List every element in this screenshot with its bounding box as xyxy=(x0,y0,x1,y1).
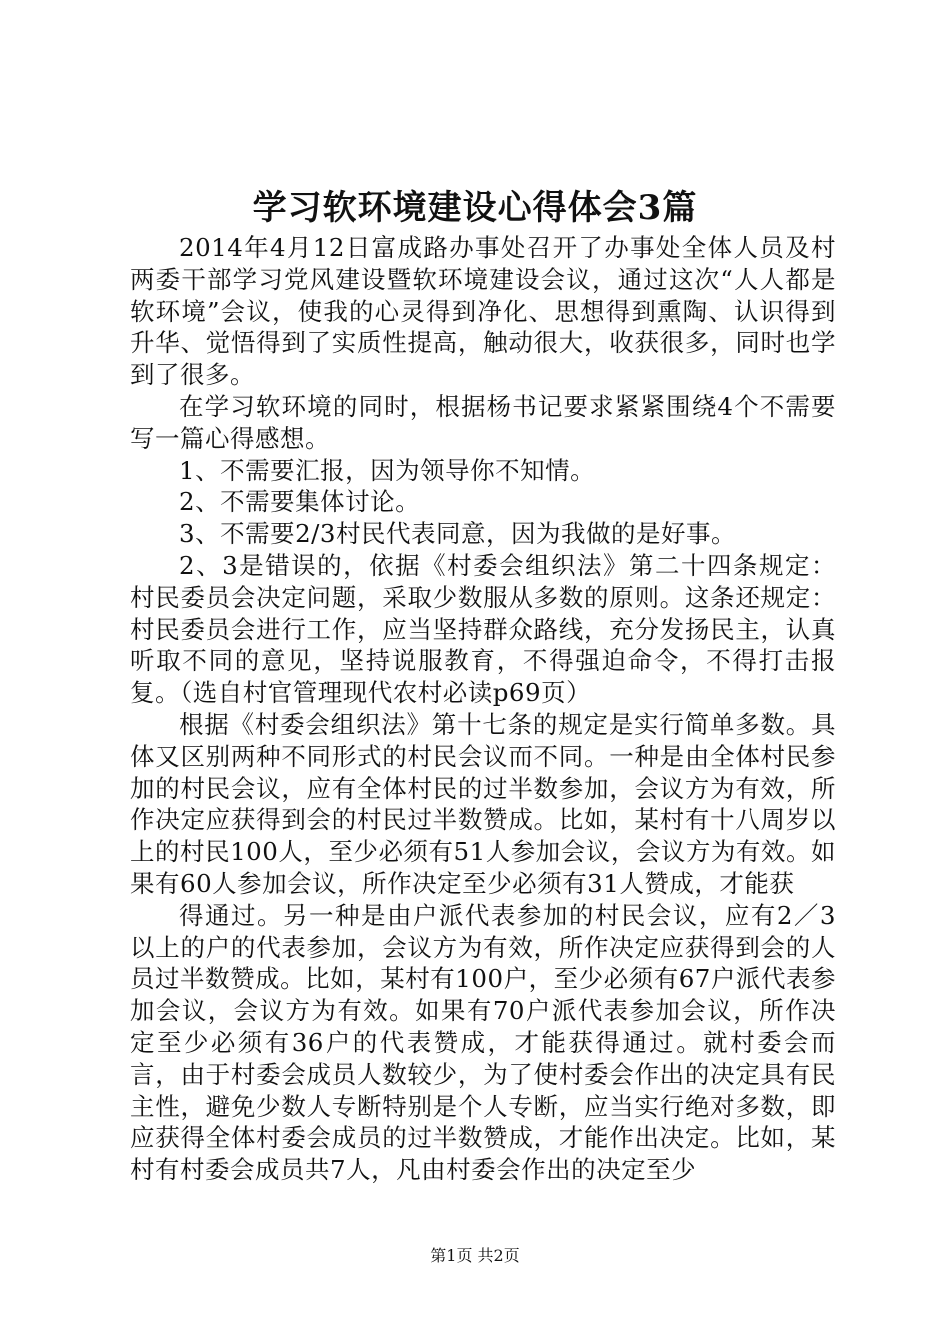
document-body xyxy=(130,232,836,1186)
paragraph-2: 在学习软环境的同时，根据杨书记要求紧紧围绕4个不需要写一篇心得感想。 xyxy=(130,391,836,453)
paragraph-3: 2、3是错误的，依据《村委会组织法》第二十四条规定：村民委员会决定问题，采取少数服从多数的原则。这条还规定：村民委员会进行工作，应当坚持群众路线，充分发扬民主，认真听取不同的意见，坚持说服教育，不得强迫命令，不得打击报复。（选自村官管理现代农村必读p69页） xyxy=(130,550,836,708)
paragraph-4: 根据《村委会组织法》第十七条的规定是实行简单多数。具体又区别两种不同形式的村民会议而不同。一种是由全体村民参加的村民会议，应有全体村民的过半数参加，会议方为有效，所作决定应获得到会的村民过半数赞成。比如，某村有十八周岁以上的村民100人，至少必须有51人参加会议，会议方为有效。如果有60人参加会议，所作决定至少必须有31人赞成，才能获 xyxy=(130,709,836,898)
paragraph-5: 得通过。另一种是由户派代表参加的村民会议，应有2／3以上的户的代表参加，会议方为有效，所作决定应获得到会的人员过半数赞成。比如，某村有100户，至少必须有67户派代表参加会议，会议方为有效。如果有70户派代表参加会议，所作决定至少必须有36户的代表赞成，才能获得通过。就村委会而言，由于村委会成员人数较少，为了使村委会作出的决定具有民主性，避免少数人专断特别是个人专断，应当实行绝对多数，即应获得全体村委会成员的过半数赞成，才能作出决定。比如，某村有村委会成员共7人，凡由村委会作出的决定至少 xyxy=(130,900,836,1185)
document-title: 学习软环境建设心得体会3篇 xyxy=(252,188,698,228)
paragraph-1: 2014年4月12日富成路办事处召开了办事处全体人员及村两委干部学习党风建设暨软环境建设会议，通过这次“人人都是软环境”会议，使我的心灵得到净化、思想得到熏陶、认识得到升华、觉悟得到了实质性提高，触动很大，收获很多，同时也学到了很多。 xyxy=(130,233,836,390)
list-item-3: 3、不需要2/3村民代表同意，因为我做的是好事。 xyxy=(179,519,737,549)
page-footer: 第1页 共2页 xyxy=(430,1246,520,1265)
list-item-1: 1、不需要汇报，因为领导你不知情。 xyxy=(179,455,596,485)
list-item-2: 2、不需要集体讨论。 xyxy=(179,487,421,517)
